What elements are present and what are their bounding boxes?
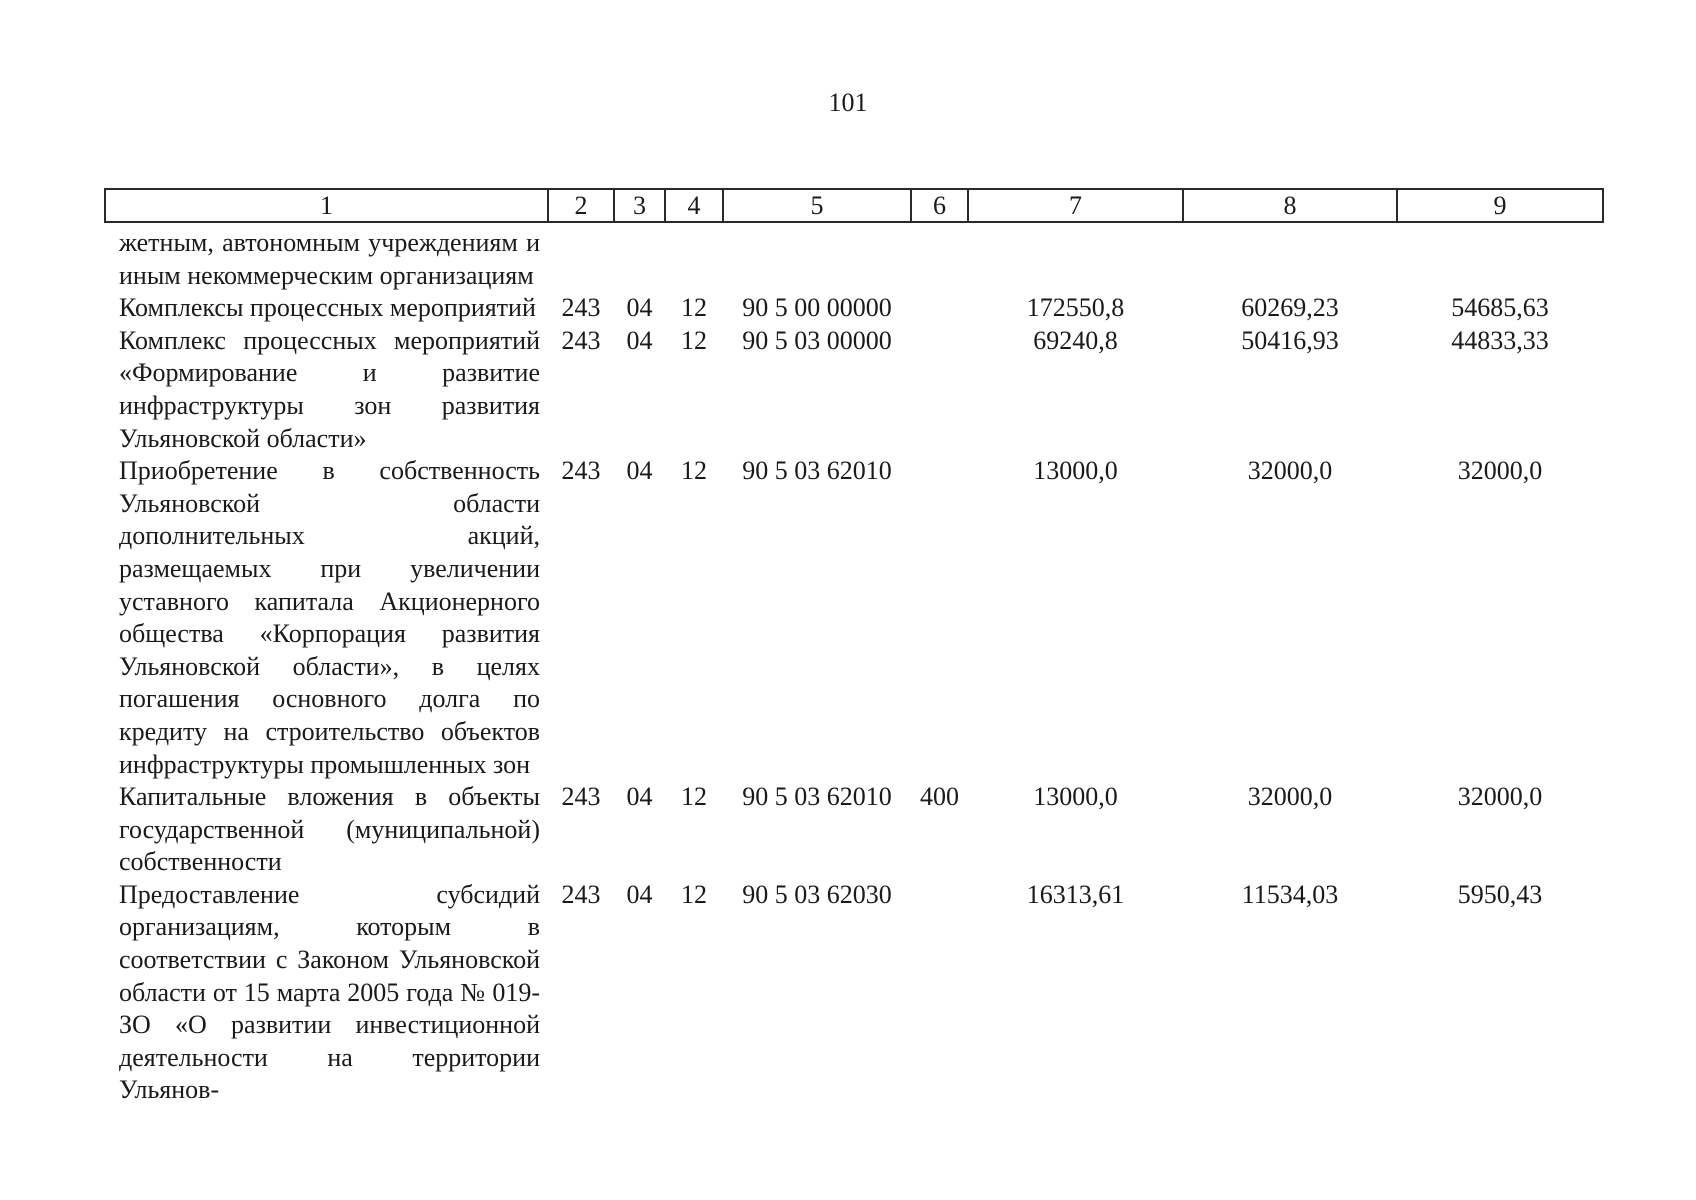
cell-col-6 — [911, 222, 968, 292]
cell-col-7: 172550,8 — [1026, 293, 1125, 323]
cell-col-2: 243 — [561, 879, 601, 909]
cell-col-7: 13000,0 — [1033, 782, 1118, 812]
cell-col-5: 90 5 03 62010 — [742, 782, 892, 812]
col-header-4: 4 — [665, 189, 723, 222]
row-name: жетным, автономным учреждениям и иным некоммерческим организациям — [119, 228, 540, 290]
table-row — [105, 325, 1603, 455]
col-header-6: 6 — [911, 189, 968, 222]
table-row — [105, 222, 1603, 292]
cell-col-7: 13000,0 — [1033, 456, 1118, 486]
cell-col-5: 90 5 03 62030 — [742, 879, 892, 909]
cell-col-9: 54685,63 — [1451, 293, 1549, 323]
cell-col-3: 04 — [626, 325, 653, 355]
budget-table — [104, 188, 1604, 1107]
cell-col-6 — [911, 879, 968, 1107]
col-header-9: 9 — [1397, 189, 1603, 222]
cell-col-7: 69240,8 — [1033, 325, 1118, 355]
cell-col-5: 90 5 03 62010 — [742, 456, 892, 486]
table-row — [105, 292, 1603, 325]
cell-col-4: 12 — [681, 456, 707, 486]
row-name: Предоставление субсидий организациям, которым в соответствии с Законом Ульяновской области от 15 марта 2005 года № 019-ЗО «О развитии инвестиционной деятельности на территории Ульянов- — [119, 879, 540, 1105]
col-header-7: 7 — [968, 189, 1183, 222]
cell-col-6 — [911, 292, 968, 325]
cell-col-8: 32000,0 — [1247, 782, 1333, 812]
cell-col-2: 243 — [561, 325, 601, 355]
cell-col-9: 32000,0 — [1457, 782, 1543, 812]
cell-col-2: 243 — [561, 782, 601, 812]
cell-col-7 — [968, 222, 1183, 292]
col-header-8: 8 — [1183, 189, 1397, 222]
cell-col-8: 11534,03 — [1241, 879, 1339, 909]
cell-col-3 — [614, 222, 665, 292]
col-header-2: 2 — [548, 189, 614, 222]
cell-col-6 — [911, 325, 968, 455]
cell-col-3: 04 — [626, 782, 653, 812]
cell-col-6: 400 — [920, 782, 959, 812]
cell-col-4 — [665, 222, 723, 292]
cell-col-5: 90 5 00 00000 — [742, 293, 892, 323]
table-row — [105, 781, 1603, 879]
col-header-3: 3 — [614, 189, 665, 222]
row-name: Комплексы процессных мероприятий — [119, 293, 536, 323]
cell-col-4: 12 — [681, 879, 707, 909]
col-header-1: 1 — [105, 189, 548, 222]
cell-col-9: 32000,0 — [1457, 456, 1543, 486]
column-number-row — [105, 189, 1603, 222]
cell-col-6 — [911, 455, 968, 781]
cell-col-3: 04 — [626, 293, 653, 323]
table-row — [105, 879, 1603, 1107]
cell-col-8 — [1183, 222, 1397, 292]
row-name: Капитальные вложения в объекты государственной (муниципальной) собственности — [119, 782, 540, 877]
cell-col-2: 243 — [561, 293, 601, 323]
cell-col-4: 12 — [681, 325, 707, 355]
cell-col-8: 60269,23 — [1241, 293, 1339, 323]
page-number: 101 — [828, 88, 868, 117]
row-name: Комплекс процессных мероприятий «Формирование и развитие инфраструктуры зон развития Ульяновской области» — [119, 325, 540, 453]
row-name: Приобретение в собственность Ульяновской области дополнительных акций, размещаемых при увеличении уставного капитала Акционерного общества «Корпорация развития Ульяновской области», в целях погашения основного долга по кредиту на строительство объектов инфраструктуры промышленных зон — [119, 456, 540, 779]
cell-col-4: 12 — [681, 782, 707, 812]
table-row — [105, 455, 1603, 781]
cell-col-5: 90 5 03 00000 — [742, 325, 892, 355]
cell-col-9: 44833,33 — [1451, 325, 1549, 355]
cell-col-2 — [548, 222, 614, 292]
cell-col-5 — [723, 222, 911, 292]
col-header-5: 5 — [723, 189, 911, 222]
cell-col-4: 12 — [681, 293, 707, 323]
cell-col-8: 32000,0 — [1247, 456, 1333, 486]
cell-col-8: 50416,93 — [1241, 325, 1339, 355]
cell-col-9 — [1397, 222, 1603, 292]
cell-col-3: 04 — [626, 879, 653, 909]
cell-col-3: 04 — [626, 456, 653, 486]
cell-col-9: 5950,43 — [1457, 879, 1543, 909]
cell-col-7: 16313,61 — [1026, 879, 1125, 909]
cell-col-2: 243 — [561, 456, 601, 486]
